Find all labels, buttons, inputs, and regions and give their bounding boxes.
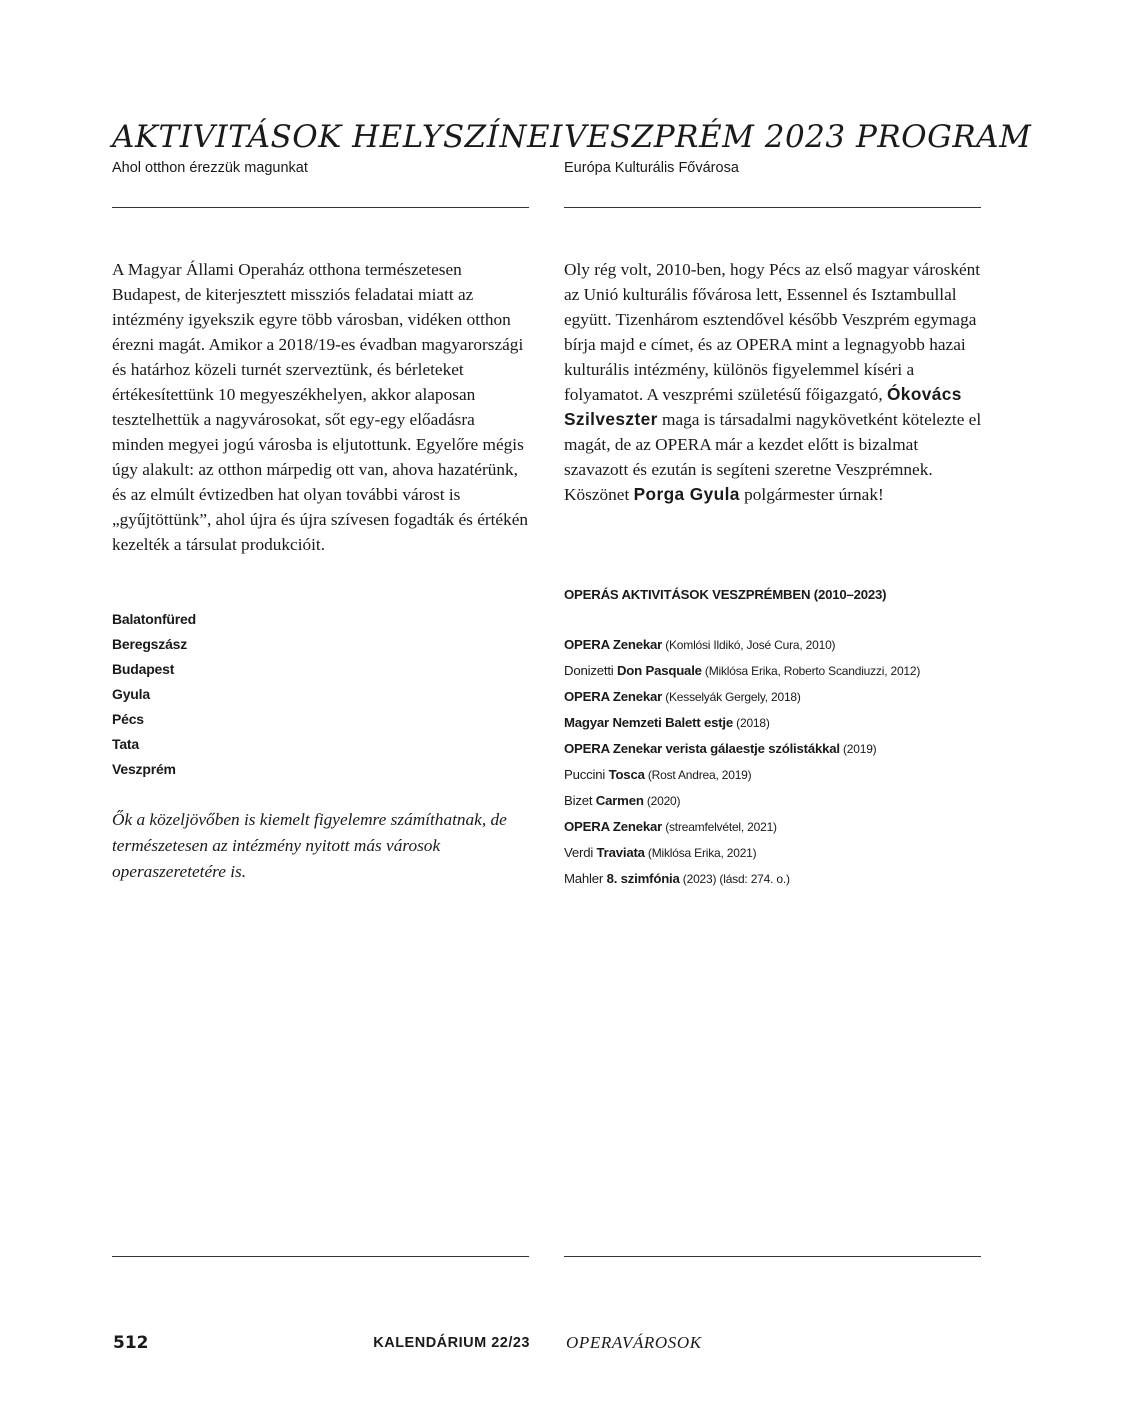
city-item: Budapest [112,661,175,677]
running-title: KALENDÁRIUM 22/23 [373,1335,530,1351]
city-list [112,607,196,782]
left-subheading: Ahol otthon érezzük magunkat [112,160,308,176]
activity-item: Magyar Nemzeti Balett estje (2018) [564,715,770,730]
body-segment: Oly rég volt, 2010-ben, hogy Pécs az első magyar városként az Unió kulturális fővárosa lett, Essennel és Isztambullal együtt. Tizenhárom esztendővel később Veszprém egymaga bírja majd e címet, és az OPERA mint a legnagyobb hazai kulturális intézmény, különös figyelemmel kíséri a folyamatot. A veszprémi születésű főigazgató, [564,260,981,404]
left-closing-note: Ők a közeljövőben is kiemelt figyelemre számíthatnak, de természetesen az intézmény nyitott más városok operaszeretetére is. [112,810,507,881]
activity-item: Verdi Traviata (Miklósa Erika, 2021) [564,845,757,860]
activity-item: Puccini Tosca (Rost Andrea, 2019) [564,767,752,782]
city-item: Pécs [112,711,144,727]
left-top-rule [112,207,529,208]
activities-list-title: OPERÁS AKTIVITÁSOK VESZPRÉMBEN (2010–2023) [564,587,887,602]
page-number: 512 [113,1333,149,1353]
body-segment: maga is társadalmi nagykövetként kötelezte el magát, de az OPERA már a kezdet előtt is bizalmat szavazott és ezután is segíteni szeretne Veszprémnek. Köszönet [564,410,982,504]
left-heading: AKTIVITÁSOK HELYSZÍNEI [112,119,563,155]
activity-item: OPERA Zenekar verista gálaestje szólistákkal (2019) [564,741,877,756]
activity-item: Mahler 8. szimfónia (2023) (lásd: 274. o.) [564,871,790,886]
left-bottom-rule [112,1256,529,1257]
activities-list [564,632,920,892]
body-segment: polgármester úrnak! [739,485,884,504]
activity-item: Donizetti Don Pasquale (Miklósa Erika, Roberto Scandiuzzi, 2012) [564,663,921,678]
activity-item: OPERA Zenekar (Kesselyák Gergely, 2018) [564,689,801,704]
right-subheading: Európa Kulturális Fővárosa [564,160,739,176]
right-bottom-rule [564,1256,981,1257]
right-heading: VESZPRÉM 2023 PROGRAM [564,119,1032,155]
city-item: Veszprém [112,761,176,777]
highlighted-name: Porga Gyula [633,484,740,504]
section-name: OPERAVÁROSOK [566,1333,702,1352]
right-top-rule [564,207,981,208]
city-item: Beregszász [112,636,188,652]
right-body-text [564,257,982,507]
highlighted-name: Ókovács Szilveszter [564,384,962,429]
activity-item: OPERA Zenekar (Komlósi Ildikó, José Cura, 2010) [564,637,836,652]
activity-item: Bizet Carmen (2020) [564,793,681,808]
city-item: Tata [112,736,139,752]
left-body-text: A Magyar Állami Operaház otthona természetesen Budapest, de kiterjesztett missziós feladatai miatt az intézmény igyekszik egyre több városban, vidéken otthon érezni magát. Amikor a 2018/19-es évadban magyarországi és határhoz közeli turnét szerveztünk, és bérleteket értékesítettünk 10 megyeszékhelyen, akkor alaposan tesztelhettük a nagyvárosokat, sőt egy-egy előadásra minden megyei jogú városba is eljutottunk. Egyelőre mégis úgy alakult: az otthon márpedig ott van, ahova hazatérünk, és az elmúlt évtizedben hat olyan további várost is „gyűjtöttünk”, ahol újra és újra szívesen fogadták és értékén kezelték a társulat produkcióit. [112,260,529,554]
city-item: Balatonfüred [112,611,196,627]
activity-item: OPERA Zenekar (streamfelvétel, 2021) [564,819,777,834]
city-item: Gyula [112,686,150,702]
